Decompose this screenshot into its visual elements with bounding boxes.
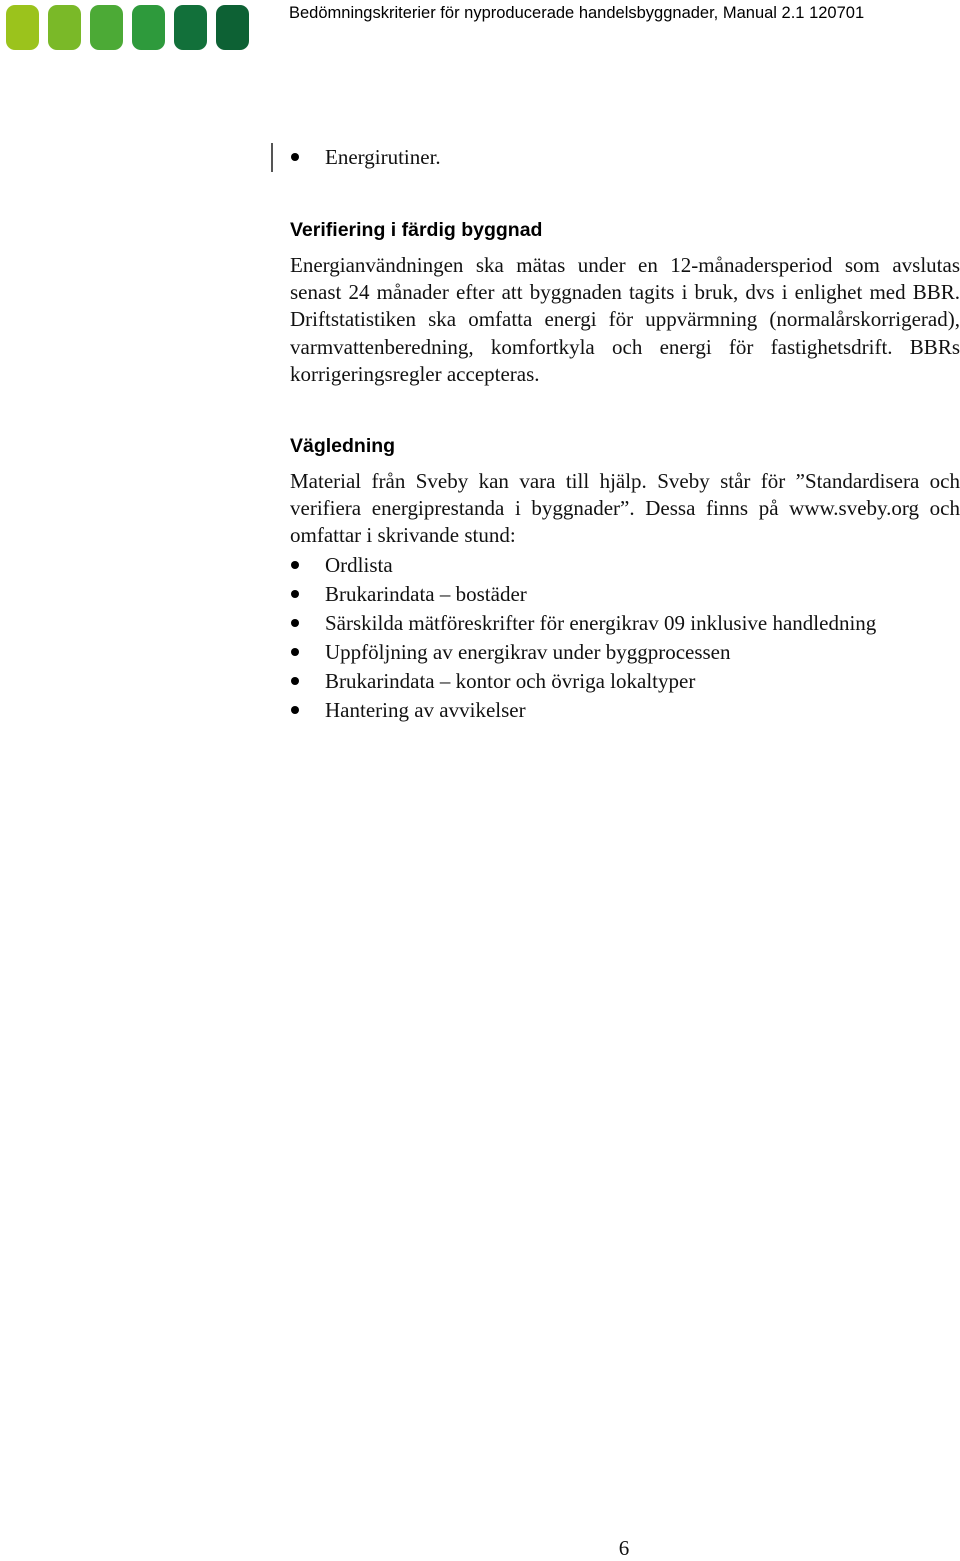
revision-change-bar [271, 143, 273, 172]
list-item: Hantering av avvikelser [290, 696, 960, 725]
top-list-section [290, 143, 960, 172]
logo-block [216, 5, 249, 50]
list-item: Energirutiner. [290, 143, 960, 172]
list-item: Brukarindata – kontor och övriga lokaltyper [290, 667, 960, 696]
list-item: Uppföljning av energikrav under byggprocessen [290, 638, 960, 667]
page-number: 6 [618, 1536, 630, 1560]
verification-paragraph: Energianvändningen ska mätas under en 12-månadersperiod som avslutas senast 24 månader efter att byggnaden tagits i bruk, dvs i enlighet med BBR. Driftstatistiken ska omfatta energi för uppvärmning (normalårskorrigerad), varmvattenberedning, komfortkyla och energi för fastighetsdrift. BBRs korrigeringsregler accepteras. [290, 253, 960, 386]
logo-block [90, 5, 123, 50]
verification-heading: Verifiering i färdig byggnad [290, 219, 543, 241]
sveby-document-list [290, 551, 960, 725]
logo-block [48, 5, 81, 50]
guidance-section [290, 468, 960, 725]
top-bullet-list [290, 143, 960, 172]
document-header-title: Bedömningskriterier för nyproducerade handelsbyggnader, Manual 2.1 120701 [289, 4, 865, 22]
logo-block [174, 5, 207, 50]
guidance-paragraph: Material från Sveby kan vara till hjälp. Sveby står för ”Standardisera och verifiera energiprestanda i byggnader”. Dessa finns på www.sveby.org och omfattar i skrivande stund: [290, 469, 960, 548]
logo-block [6, 5, 39, 50]
verification-section [290, 252, 960, 388]
guidance-heading: Vägledning [290, 435, 396, 457]
brand-logo [6, 5, 249, 50]
logo-block [132, 5, 165, 50]
list-item: Brukarindata – bostäder [290, 580, 960, 609]
list-item: Särskilda mätföreskrifter för energikrav 09 inklusive handledning [290, 609, 960, 638]
list-item: Ordlista [290, 551, 960, 580]
